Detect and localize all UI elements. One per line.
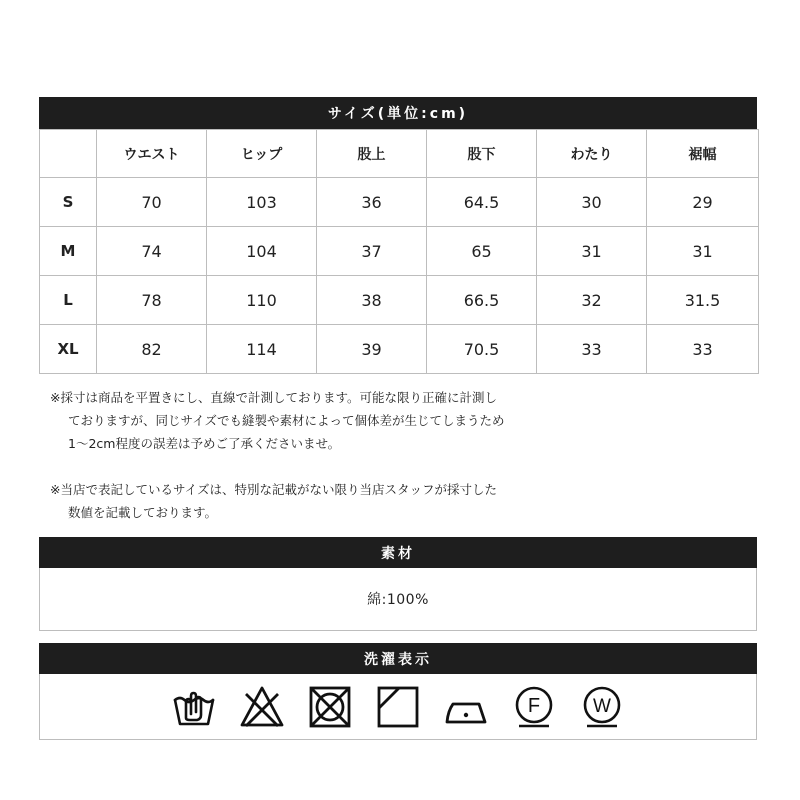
- table-cell: 70.5: [427, 325, 537, 374]
- size-label: L: [40, 276, 97, 325]
- hand-wash-icon: [171, 684, 217, 730]
- table-cell: 33: [537, 325, 647, 374]
- table-cell: 38: [317, 276, 427, 325]
- table-cell: 70: [97, 178, 207, 227]
- size-table-header: [39, 97, 757, 129]
- size-label: M: [40, 227, 97, 276]
- dry-clean-f-icon: [511, 684, 557, 730]
- column-header: わたり: [537, 130, 647, 178]
- column-header: ヒップ: [207, 130, 317, 178]
- column-header: 裾幅: [647, 130, 759, 178]
- material-box: [39, 568, 757, 631]
- note-line: ※採寸は商品を平置きにし、直線で計測しております。可能な限り正確に計測し: [50, 390, 497, 405]
- table-cell: 78: [97, 276, 207, 325]
- size-label: S: [40, 178, 97, 227]
- size-table: [39, 129, 759, 374]
- table-cell: 65: [427, 227, 537, 276]
- size-table-title: サイズ(単位:cm): [327, 106, 469, 122]
- iron-low-icon: [443, 684, 489, 730]
- table-cell: 104: [207, 227, 317, 276]
- table-cell: 103: [207, 178, 317, 227]
- table-cell: 74: [97, 227, 207, 276]
- table-cell: 64.5: [427, 178, 537, 227]
- size-source-note: [50, 478, 497, 524]
- size-label: XL: [40, 325, 97, 374]
- table-row: [40, 276, 759, 325]
- care-header: [39, 643, 757, 674]
- svg-text:W: W: [593, 695, 611, 717]
- no-bleach-icon: [239, 684, 285, 730]
- table-cell: 31.5: [647, 276, 759, 325]
- material-text: 綿:100%: [367, 592, 429, 608]
- column-header: 股上: [317, 130, 427, 178]
- table-row: [40, 227, 759, 276]
- table-cell: 39: [317, 325, 427, 374]
- table-cell: 110: [207, 276, 317, 325]
- table-cell: 29: [647, 178, 759, 227]
- svg-text:F: F: [527, 694, 541, 717]
- table-cell: 66.5: [427, 276, 537, 325]
- note-line: 数値を記載しております。: [68, 505, 218, 520]
- size-table-header-row: [40, 130, 759, 178]
- table-cell: 30: [537, 178, 647, 227]
- table-cell: 31: [537, 227, 647, 276]
- table-cell: 114: [207, 325, 317, 374]
- line-dry-shade-icon: [375, 684, 421, 730]
- care-title: 洗濯表示: [364, 651, 432, 668]
- table-row: [40, 178, 759, 227]
- wet-clean-w-icon: [579, 684, 625, 730]
- note-line: 1～2cm程度の誤差は予めご了承くださいませ。: [68, 436, 341, 451]
- table-cell: 32: [537, 276, 647, 325]
- table-cell: 82: [97, 325, 207, 374]
- note-line: ておりますが、同じサイズでも縫製や素材によって個体差が生じてしまうため: [68, 413, 505, 428]
- column-header: ウエスト: [97, 130, 207, 178]
- material-header: [39, 537, 757, 568]
- table-row: [40, 325, 759, 374]
- material-title: 素材: [381, 545, 415, 562]
- no-tumble-dry-icon: [307, 684, 353, 730]
- column-header: 股下: [427, 130, 537, 178]
- note-line: ※当店で表記しているサイズは、特別な記載がない限り当店スタッフが採寸した: [50, 482, 497, 497]
- table-cell: 31: [647, 227, 759, 276]
- care-icons: [40, 674, 756, 739]
- measurement-note: [50, 386, 505, 455]
- table-cell: 37: [317, 227, 427, 276]
- table-cell: 33: [647, 325, 759, 374]
- care-box: [39, 674, 757, 740]
- table-cell: 36: [317, 178, 427, 227]
- corner-cell: [40, 130, 97, 178]
